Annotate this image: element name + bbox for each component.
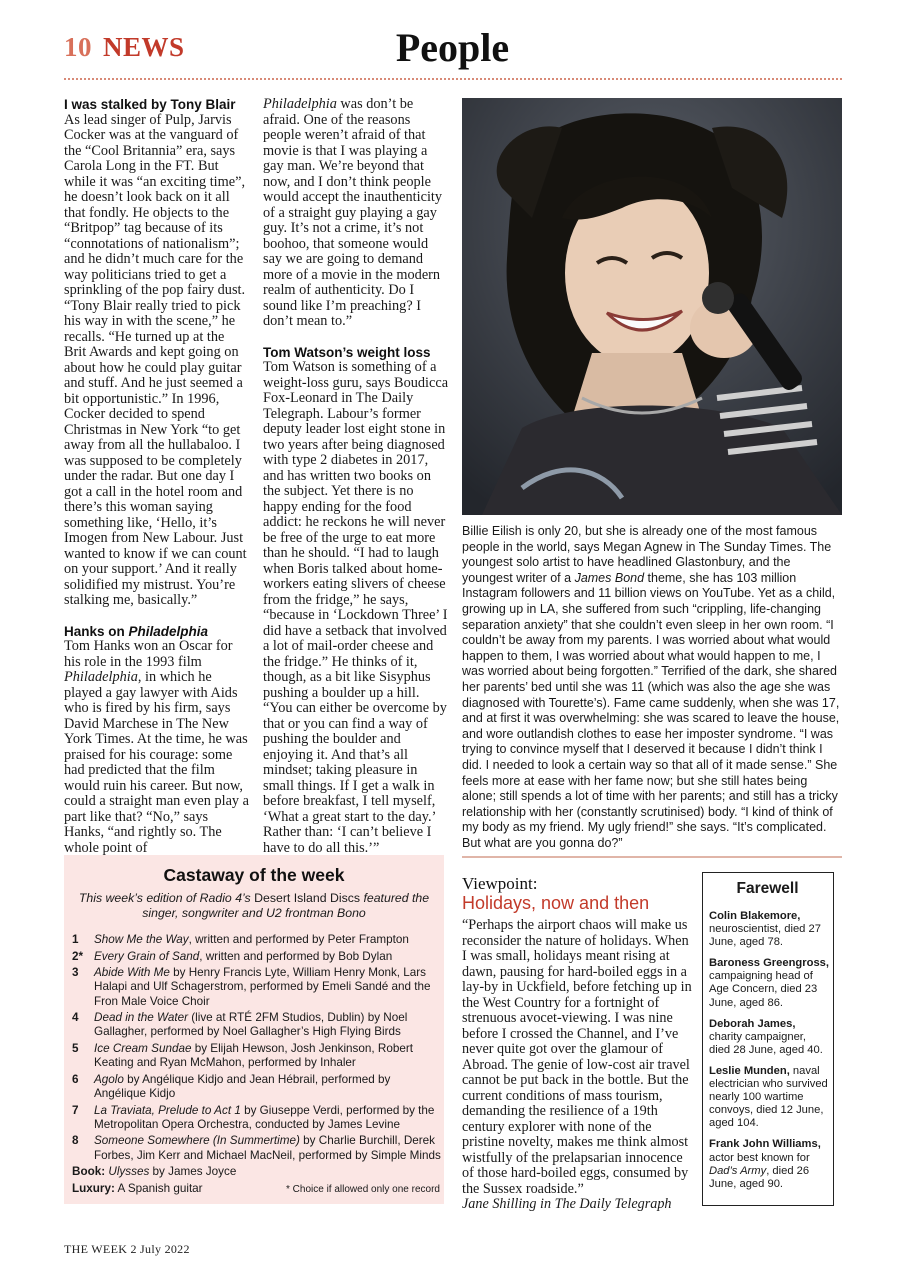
page-title: People — [395, 25, 510, 70]
header-divider — [64, 78, 842, 80]
viewpoint-title: Holidays, now and then — [462, 893, 650, 913]
obituary-item: Deborah James, charity campaigner, died 28 June, aged 40. — [709, 1017, 823, 1056]
castaway-book: Book: Ulysses by James Joyce — [72, 1165, 237, 1178]
castaway-title: Castaway of the week — [163, 865, 345, 885]
section-number: 10 — [64, 32, 92, 62]
castaway-track-list — [72, 933, 442, 1165]
track-item: 4 Dead in the Water (live at RTÉ 2FM Studios, Dublin) by Noel Gallagher, performed by Noel Gallagher’s High Flying Birds — [72, 1011, 408, 1039]
headline-hanks: Hanks on Philadelphia — [64, 623, 209, 639]
article-column-2 — [263, 97, 449, 856]
track-item: 6 Agolo by Angélique Kidjo and Jean Hébrail, performed by Angélique Kidjo — [72, 1072, 391, 1100]
article-text: Tom Watson is something of a weight-loss guru, says Boudicca Fox-Leonard in The Daily Telegraph. Labour’s former deputy leader lost eight stone in two years after being diagnosed with type 2 diabetes in 2017, and has written two books on the subject. Yet there is no happy ending for the food addict: he reckons he will never be free of the urge to eat more than he should. “I had to laugh when Boris talked about home-workers eating slivers of cheese from the fridge,” he says, “because in ‘Lockdown Three’ I did have a setback that involved a lot of mail-order cheese and the fridge.” He thinks of it, though, as a bit like Sisyphus pushing a boulder up a hill. “You can either be overcome by that or you can find a way of pushing the boulder and enjoying it. And that’s all mindset; taking pleasure in small things. If I get a walk in before breakfast, I tell myself, ‘What a great start to the day.’ Rather than: ‘I can’t believe I have to do all this.’” — [263, 359, 449, 856]
headline-tony-blair: I was stalked by Tony Blair — [64, 97, 236, 112]
viewpoint-text: “Perhaps the airport chaos will make us reconsider the nature of holidays. When I was small, holidays meant rising at dawn, pausing for hard-boiled eggs in a lay-by in Uckfield, before fetching up in the West Country for a fortnight of strenuous avocet-viewing. I was nine before I crossed the Channel, and I’ve never quite got over the glamour of Abroad. The genie of low-cost air travel cannot be put back in the bottle. But the current conditions of mass tourism, demanding the resilience of a 19th century explorer with none of the pristine novelty, makes me think almost wistfully of the prelapsarian innocence of those hard-boiled eggs, consumed by the Sussex roadside.” Jane Shilling in The Daily Telegraph — [462, 917, 692, 1212]
viewpoint-label: Viewpoint: — [462, 874, 538, 893]
castaway-intro: This week’s edition of Radio 4’s Desert Island Discs featured the singer, songwriter and U2 frontman Bono — [78, 891, 430, 920]
headline-tom-watson: Tom Watson’s weight loss — [263, 344, 431, 360]
photo-caption: Billie Eilish is only 20, but she is already one of the most famous people in the world, says Megan Agnew in The Sunday Times. The youngest solo artist to have headlined Glastonbury, and the youngest writer of a James Bond theme, she has 103 million Instagram followers and 11 billion views on YouTube. Yet as a child, growing up in LA, she suffered from such “crippling, life-changing separation anxiety” that she couldn’t even sleep in her own room. “I couldn’t be away from my parents. I was worried about what would happen to them, I was worried about what would happen to me, I was worried about being forgotten.” Terrified of the dark, she shared her parents’ bed until she was 11 (which was also the age she was diagnosed with Tourette’s). Fame came suddenly, when she was 17, and at first it was overwhelming: she was scared to leave the house, and wore outlandish clothes to ease her imposter syndrome. “I was trying to convince myself that I deserved it because I didn’t think I did. I needed to look a certain way so that all of it made sense.” She feels more at ease with her fame now; but she still hates being alone; still spends a lot of time with her parents; and still has a tricky relationship with her (constantly scrutinised) body. “I kind of think of my body as my friend. My ugly friend!” she says. “It’s complicated. But what are you gonna do?” — [462, 524, 840, 850]
castaway-box — [64, 855, 444, 1204]
photo-illustration — [462, 98, 842, 515]
farewell-box — [702, 872, 834, 1206]
obituary-item: Frank John Williams, actor best known for Dad’s Army, died 26 June, aged 90. — [709, 1138, 821, 1190]
page-footer: THE WEEK 2 July 2022 — [64, 1242, 190, 1256]
section-name: NEWS — [103, 32, 185, 62]
article-text: As lead singer of Pulp, Jarvis Cocker was at the vanguard of the “Cool Britannia” era, says Carola Long in the FT. But while it was “an exciting time”, he doesn’t look back on it all that fondly. He objects to the “Britpop” tag because of its “connotations of nationalism”; and he didn’t much care for the way politicians tried to get a sprinkling of the pop fairy dust. “Tony Blair really tried to pick his way in with the scene,” he recalls. “He turned up at the Brit Awards and kept going on about how he could play guitar and stuff. And he just seemed a bit opportunistic.” In 1996, Cocker decided to spend Christmas in New York “to get away from all the hullabaloo. I was supposed to be completely under the radar. But one day I got a call in the hotel room and there’s this woman saying something like, ‘Hello, it’s Imogen from New Labour. Just wanted to know if we can count on your support.’ And it really solidified my mistrust. You’re stalking me, basically.” — [64, 111, 247, 608]
viewpoint-source: Jane Shilling in The Daily Telegraph — [462, 1196, 672, 1212]
track-item: 5 Ice Cream Sundae by Elijah Hewson, Josh Jenkinson, Robert Keating and Ryan McMahon, performed by Inhaler — [72, 1041, 413, 1070]
obituary-item: Leslie Munden, naval electrician who survived nearly 100 wartime convoys, died 12 June, aged 104. — [709, 1064, 828, 1130]
caption-divider — [462, 856, 842, 858]
castaway-note: * Choice if allowed only one record — [286, 1184, 440, 1195]
farewell-title: Farewell — [736, 880, 799, 897]
track-item: 1 Show Me the Way, written and performed by Peter Frampton — [72, 933, 409, 946]
article-column-1 — [64, 97, 249, 856]
track-item: 2* Every Grain of Sand, written and performed by Bob Dylan — [72, 949, 393, 963]
castaway-luxury: Luxury: A Spanish guitar — [72, 1182, 203, 1195]
article-text: Philadelphia was don’t be afraid. One of the reasons people weren’t afraid of that movie is that I was playing a gay man. We’re beyond that now, and I don’t think people would accept the inauthenticity of a straight guy playing a gay guy. It’s not a crime, it’s not boohoo, that someone would say we are going to demand more of a movie in the modern realm of authenticity. Do I sound like I’m preaching? I don’t mean to.” — [263, 96, 443, 329]
obituary-item: Baroness Greengross, campaigning head of Age Concern, died 23 June, aged 86. — [709, 957, 830, 1009]
track-item: 8 Someone Somewhere (In Summertime) by Charlie Burchill, Derek Forbes, Jim Kerr and Michael MacNeil, performed by Simple Minds — [72, 1134, 441, 1162]
article-text: Tom Hanks won an Oscar for his role in the 1993 film Philadelphia, in which he played a gay lawyer with Aids who is fired by his firm, says David Marchese in The New York Times. At the time, he was praised for his courage: some had predicted that the film would ruin his career. But now, could a straight man even play a part like that? “No,” says Hanks, “and rightly so. The whole point of — [64, 638, 250, 856]
obituary-item: Colin Blakemore, neuroscientist, died 27 June, aged 78. — [709, 910, 821, 949]
track-item: 3 Abide With Me by Henry Francis Lyte, William Henry Monk, Lars Halapi and Ulf Schagerstrom, performed by Emeli Sandé and the Fron Male Voice Choir — [72, 966, 431, 1008]
track-item: 7 La Traviata, Prelude to Act 1 by Giuseppe Verdi, performed by the Metropolitan Opera Orchestra, conducted by James Levine — [72, 1103, 435, 1131]
farewell-list — [709, 910, 829, 1199]
billie-eilish-photo — [462, 98, 842, 515]
